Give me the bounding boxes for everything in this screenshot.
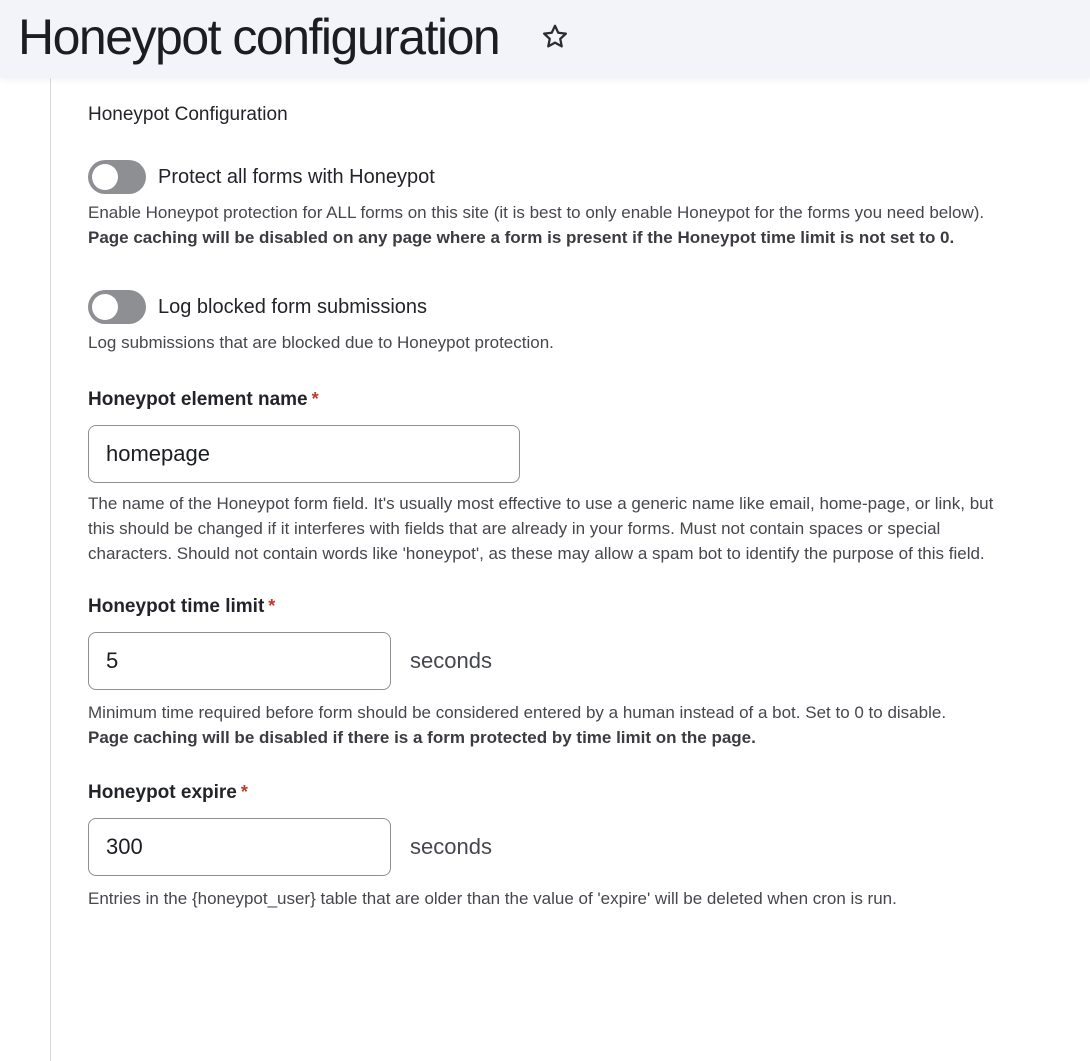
time-limit-unit: seconds [410, 648, 492, 673]
required-marker: * [268, 596, 276, 616]
honeypot-form [88, 104, 1013, 911]
required-marker: * [311, 389, 319, 409]
star-icon[interactable] [540, 22, 570, 52]
expire-label: Honeypot expire [88, 782, 237, 803]
element-name-description: The name of the Honeypot form field. It's usually most effective to use a generic name like email, home-page, or link, but this should be changed if it interferes with fields that are already in your forms. Must not contain spaces or special characters. Should not contain words like 'honeypot', as these may allow a spam bot to identify the purpose of this field. [88, 494, 994, 563]
time-limit-input[interactable] [88, 632, 391, 690]
time-limit-description: Minimum time required before form should be considered entered by a human instead of a bot. Set to 0 to disable. [88, 703, 947, 722]
log-blocked-label: Log blocked form submissions [158, 295, 428, 318]
protect-all-description: Enable Honeypot protection for ALL forms on this site (it is best to only enable Honeypot for the forms you need below). [88, 203, 985, 222]
log-blocked-toggle[interactable] [88, 290, 146, 324]
log-blocked-description: Log submissions that are blocked due to Honeypot protection. [88, 333, 554, 352]
element-name-label: Honeypot element name [88, 389, 308, 410]
protect-all-warning: Page caching will be disabled on any page where a form is present if the Honeypot time limit is not set to 0. [88, 228, 955, 247]
page-header [0, 0, 1090, 78]
section-title: Honeypot Configuration [88, 104, 288, 125]
divider [50, 78, 51, 1061]
required-marker: * [240, 782, 248, 802]
time-limit-label: Honeypot time limit [88, 596, 265, 617]
protect-all-toggle[interactable] [88, 160, 146, 194]
protect-all-label: Protect all forms with Honeypot [158, 165, 435, 188]
page-title: Honeypot configuration [18, 9, 500, 65]
element-name-input[interactable] [88, 425, 520, 483]
expire-input[interactable] [88, 818, 391, 876]
time-limit-warning: Page caching will be disabled if there is a form protected by time limit on the page. [88, 728, 756, 747]
expire-description: Entries in the {honeypot_user} table that are older than the value of 'expire' will be deleted when cron is run. [88, 889, 897, 908]
expire-unit: seconds [410, 834, 492, 859]
